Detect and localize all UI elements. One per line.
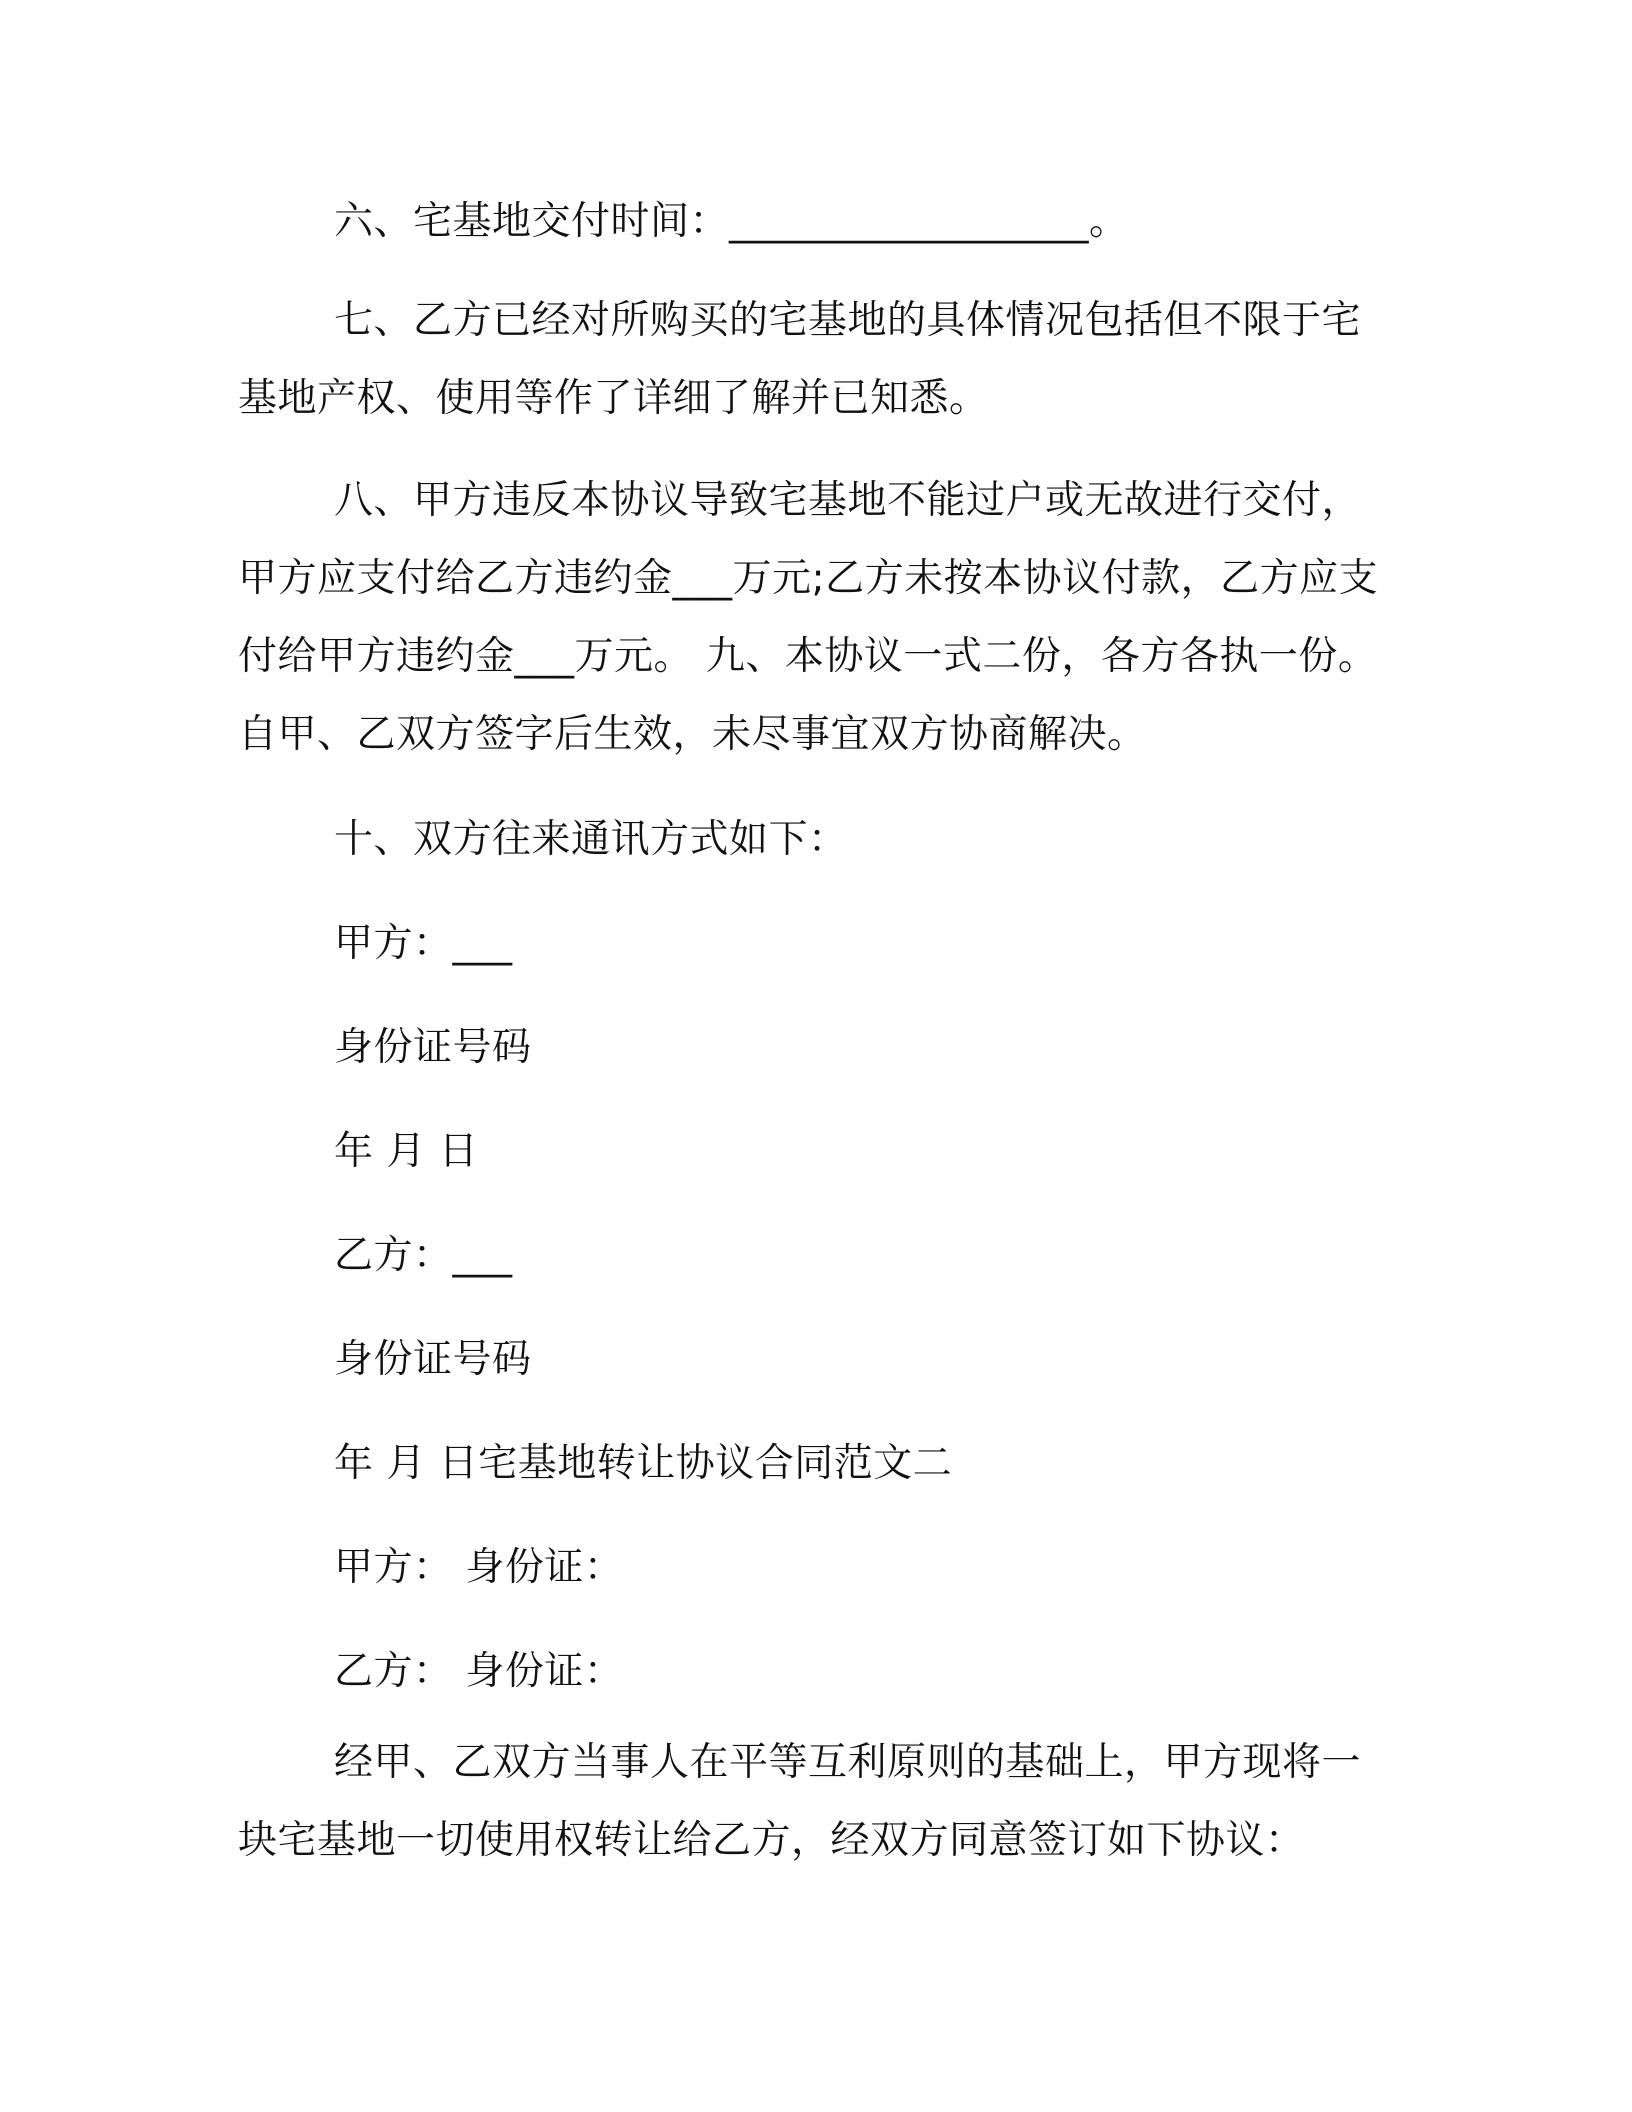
party-b-signature: 乙方：___ xyxy=(334,1233,513,1278)
party-b-date-and-sample2-title: 年 月 日宅基地转让协议合同范文二 xyxy=(334,1441,953,1486)
party-a-id-number: 身份证号码 xyxy=(334,1025,532,1070)
sample2-intro: 经甲、乙双方当事人在平等互利原则的基础上，甲方现将一块宅基地一切使用权转让给乙方，经双方同意签订如下协议： xyxy=(238,1740,1362,1863)
clause-7-knowledge: 七、乙方已经对所购买的宅基地的具体情况包括但不限于宅基地产权、使用等作了详细了解并已知悉。 xyxy=(238,298,1362,421)
party-b-id-number: 身份证号码 xyxy=(334,1337,532,1382)
sample2-party-b: 乙方： 身份证： xyxy=(334,1649,624,1694)
clause-10-contact: 十、双方往来通讯方式如下： xyxy=(334,817,848,862)
party-a-signature: 甲方：___ xyxy=(334,921,513,966)
party-a-date: 年 月 日 xyxy=(334,1129,479,1174)
clause-6-delivery-time: 六、宅基地交付时间：__________________。 xyxy=(334,199,1129,244)
clause-8-9-penalty-and-copies: 八、甲方违反本协议导致宅基地不能过户或无故进行交付，甲方应支付给乙方违约金___万元;乙方未按本协议付款，乙方应支付给甲方违约金___万元。 九、本协议一式二份，各方各执一份。自甲、乙双方签字后生效，未尽事宜双方协商解决。 xyxy=(238,478,1379,757)
sample2-party-a: 甲方： 身份证： xyxy=(334,1545,624,1590)
